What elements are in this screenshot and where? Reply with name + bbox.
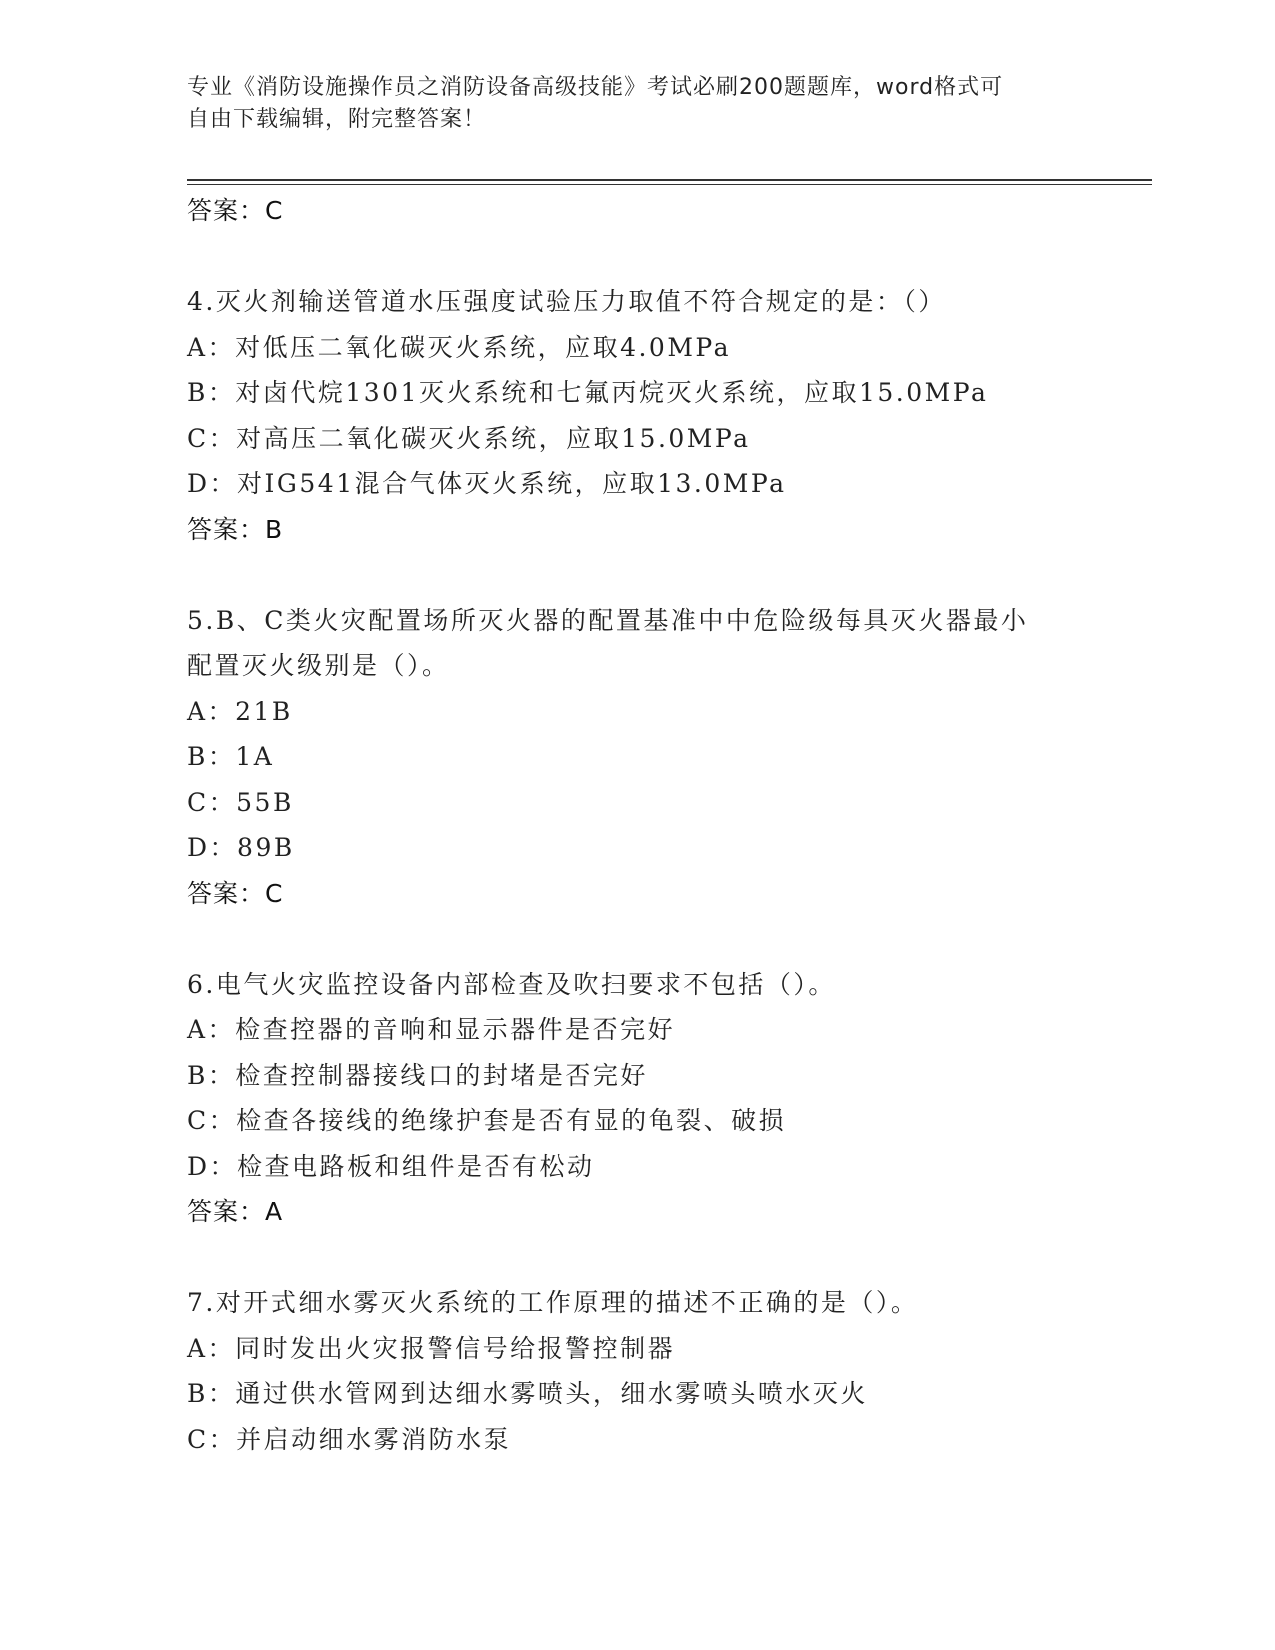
question-list: [187, 188, 1087, 1462]
answer-option: [187, 461, 1087, 507]
answer-option: [187, 1371, 1087, 1417]
option-key: B：: [187, 378, 236, 407]
answer-option: [187, 416, 1087, 462]
answer-option: [187, 825, 1087, 871]
option-key: B：: [187, 742, 236, 771]
header-rule-thick: [187, 179, 1152, 181]
answer-line: [187, 188, 1087, 233]
answer-label: 答案：: [187, 1197, 266, 1226]
answer-label: 答案：: [187, 878, 266, 908]
option-key: C：: [187, 787, 237, 817]
question-text: 7.对开式细水雾灭火系统的工作原理的描述不正确的是（）。: [187, 1288, 919, 1317]
option-text: 通过供水管网到达细水雾喷头，细水雾喷头喷水灭火: [235, 1379, 868, 1408]
question-block: [187, 598, 1087, 916]
option-key: D：: [187, 469, 238, 498]
option-text: 对高压二氧化碳灭火系统，应取15.0MPa: [236, 423, 751, 453]
option-text: 对IG541混合气体灭火系统，应取13.0MPa: [237, 469, 787, 498]
answer-option: [187, 1053, 1087, 1099]
answer-line: [187, 871, 1087, 916]
header-rule-thin: [187, 184, 1152, 185]
option-text: 检查控制器接线口的封堵是否完好: [235, 1060, 648, 1090]
option-key: C：: [187, 423, 237, 453]
answer-option: [187, 370, 1087, 416]
option-text: 对卤代烷1301灭火系统和七氟丙烷灭火系统，应取15.0MPa: [235, 378, 989, 407]
option-key: A：: [187, 696, 236, 726]
option-key: C：: [187, 1424, 237, 1454]
answer-option: [187, 325, 1087, 371]
answer-label: 答案：: [187, 514, 266, 544]
option-text: 同时发出火灾报警信号给报警控制器: [235, 1333, 676, 1363]
question-block: [187, 1280, 1087, 1462]
question-spacer: [187, 233, 1087, 279]
question-text: 5.B、C类火灾配置场所灭火器的配置基准中中危险级每具灭火器最小: [187, 605, 1029, 635]
header-line-2: 自由下载编辑，附完整答案！: [187, 107, 487, 132]
option-key: B：: [187, 1060, 236, 1090]
answer-line: [187, 1189, 1087, 1234]
answer-option: [187, 1144, 1087, 1190]
question-block: [187, 279, 1087, 552]
answer-value: A: [265, 1197, 284, 1226]
answer-option: [187, 1326, 1087, 1372]
answer-option: [187, 734, 1087, 780]
option-key: A：: [187, 1333, 236, 1363]
option-text: 21B: [235, 696, 293, 726]
answer-value: C: [265, 878, 284, 908]
option-text: 并启动细水雾消防水泵: [236, 1424, 512, 1454]
option-key: D：: [187, 833, 238, 862]
answer-label: 答案：: [187, 196, 266, 225]
option-text: 1A: [235, 742, 275, 771]
answer-value: C: [265, 196, 284, 225]
option-text: 89B: [237, 833, 295, 862]
option-text: 55B: [236, 787, 294, 817]
option-key: D：: [187, 1151, 238, 1181]
answer-option: [187, 780, 1087, 826]
option-key: A：: [187, 1015, 236, 1044]
option-text: 检查各接线的绝缘护套是否有显的龟裂、破损: [236, 1106, 787, 1135]
question-text: 4.灭火剂输送管道水压强度试验压力取值不符合规定的是：（）: [187, 287, 946, 316]
question-text: 配置灭火级别是（）。: [187, 651, 450, 680]
question-spacer: [187, 1234, 1087, 1280]
option-text: 检查电路板和组件是否有松动: [237, 1151, 595, 1181]
header-line-1: 专业《消防设施操作员之消防设备高级技能》考试必刷200题题库，word格式可: [187, 75, 1004, 100]
option-key: C：: [187, 1106, 237, 1135]
page-header: [187, 72, 1067, 136]
option-text: 对低压二氧化碳灭火系统，应取4.0MPa: [235, 332, 732, 362]
question-spacer: [187, 916, 1087, 962]
answer-line: [187, 507, 1087, 552]
question-text: 6.电气火灾监控设备内部检查及吹扫要求不包括（）。: [187, 969, 836, 999]
question-spacer: [187, 552, 1087, 598]
question-block: [187, 962, 1087, 1235]
option-text: 检查控器的音响和显示器件是否完好: [235, 1015, 676, 1044]
answer-value: B: [265, 514, 284, 544]
answer-option: [187, 1007, 1087, 1053]
answer-option: [187, 689, 1087, 735]
answer-option: [187, 1417, 1087, 1463]
option-key: A：: [187, 332, 236, 362]
option-key: B：: [187, 1379, 236, 1408]
answer-option: [187, 1098, 1087, 1144]
